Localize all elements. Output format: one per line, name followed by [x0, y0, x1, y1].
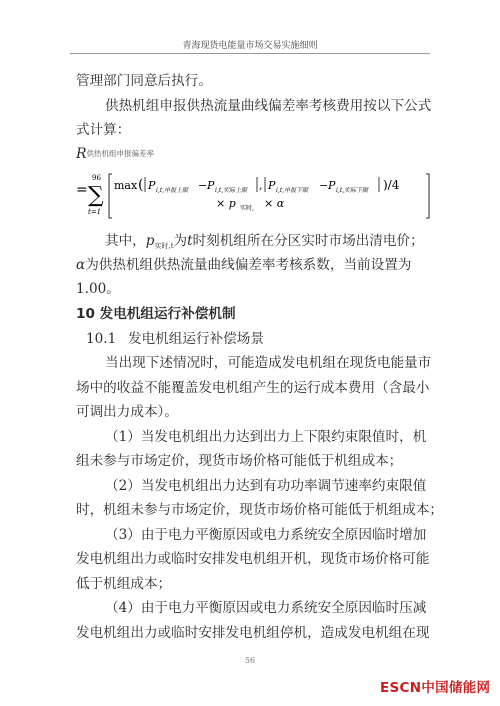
formula-lhs — [76, 146, 154, 162]
right-bracket — [426, 174, 429, 218]
price-symbol: p — [145, 233, 155, 249]
open-paren: ( — [138, 177, 144, 193]
body-line: 时，机组未参与市场定价，现货市场价格可能低于机组成本； — [76, 502, 444, 518]
body-line: （4）由于电力平衡原因或电力系统安全原因临时压减 — [105, 600, 427, 616]
explanation-line — [105, 232, 424, 255]
body-line: （2）当发电机组出力达到有功功率调节速率约束限值 — [105, 478, 427, 494]
times-alpha: × α — [264, 197, 285, 210]
site-watermark: ESCN中国储能网 — [380, 680, 491, 696]
paragraph-line: 供热机组申报供热流量曲线偏差率考核费用按以下公式 — [105, 98, 432, 114]
body-line: （3）由于电力平衡原因或电力系统安全原因临时增加 — [105, 527, 427, 543]
body-line: （1）当发电机组出力达到出力上下限约束限值时，机 — [105, 429, 427, 445]
sum-sign: ∑ — [88, 183, 104, 208]
divide-by-four: )/4 — [383, 178, 400, 192]
explanation-line: 1.00。 — [76, 281, 120, 297]
subscript-lower-declared: i,t,申报下限 — [276, 187, 309, 194]
subscript-realtime: 实时, — [240, 205, 254, 212]
sum-upper-limit: 96 — [92, 174, 101, 182]
subsection-number: 10.1 — [86, 331, 117, 347]
body-line: 低于机组成本； — [76, 576, 172, 592]
subsection-heading: 发电机组运行补偿场景 — [128, 331, 264, 347]
body-line: 发电机组出力或临时安排发电机组停机，造成发电机组在现 — [76, 625, 430, 641]
p-term: P — [207, 179, 215, 192]
formula-body — [76, 172, 436, 222]
explain-text: 为 — [173, 233, 188, 249]
left-bracket — [109, 174, 112, 218]
time-symbol: t — [187, 233, 193, 249]
body-line: 场中的收益不能覆盖发电机组产生的运行成本费用（含最小 — [76, 380, 430, 396]
p-term: P — [148, 179, 156, 192]
subscript-upper-actual: i,t,实际上限 — [215, 187, 248, 194]
subscript-upper-declared: i,t,申报上限 — [156, 187, 189, 194]
body-line: 组未参与市场定价，现货市场价格可能低于机组成本； — [76, 453, 403, 469]
paragraph-line: 式计算： — [76, 122, 131, 138]
explanation-line — [76, 256, 411, 274]
p-term: P — [268, 179, 276, 192]
body-line: 可调出力成本）。 — [76, 404, 178, 420]
alpha-symbol: α — [76, 257, 86, 273]
sum-lower-limit: t=1 — [88, 208, 102, 216]
explain-text: 时刻机组所在分区实时市场出清电价； — [192, 233, 424, 249]
body-line: 当出现下述情况时，可能造成发电机组在现货电能量市 — [105, 355, 432, 371]
price-subscript: 实时,t — [154, 242, 174, 250]
page-header: 青海现货电能量市场交易实施细则 — [182, 41, 318, 51]
subscript-lower-actual: i,t,实际下限 — [336, 187, 369, 194]
formula-r-symbol: R — [76, 146, 87, 162]
comma: , — [259, 179, 263, 192]
header-divider — [70, 53, 430, 54]
equals-sign: = — [76, 182, 88, 198]
formula-r-subscript: 供热机组申报偏差率 — [86, 149, 155, 158]
minus-sign: − — [319, 179, 329, 192]
explain-text: 为供热机组供热流量曲线偏差率考核系数，当前设置为 — [85, 257, 412, 273]
section-heading: 10 发电机组运行补偿机制 — [76, 306, 236, 322]
minus-sign: − — [198, 179, 208, 192]
explain-text: 其中， — [105, 233, 146, 249]
page-number: 56 — [244, 656, 256, 665]
paragraph-line: 管理部门同意后执行。 — [76, 73, 212, 89]
body-line: 发电机组出力或临时安排发电机组开机，现货市场价格可能 — [76, 551, 430, 567]
p-term: P — [328, 179, 336, 192]
max-operator: max — [114, 179, 138, 192]
times-price: × p — [216, 197, 236, 210]
